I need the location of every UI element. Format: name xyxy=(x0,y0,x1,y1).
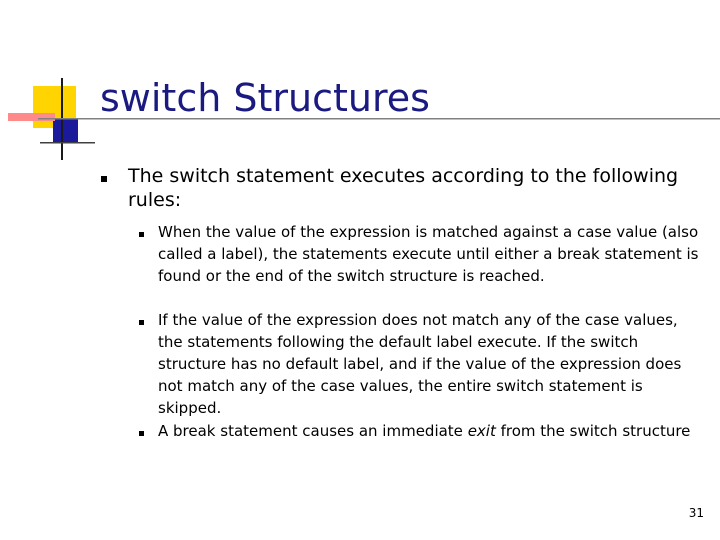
sub-bullet-marker xyxy=(139,431,144,436)
sub-bullet-marker xyxy=(139,232,144,237)
main-point: The switch statement executes according to the following rules: xyxy=(128,165,679,211)
rule-3-text-after: from the switch structure xyxy=(495,422,691,440)
rule-3 xyxy=(158,420,703,442)
rule-3-emphasis: exit xyxy=(467,422,496,440)
rule-2: If the value of the expression does not match any of the case values, the statements following the default label execute. If the switch structure has no default label, and if the value of the expression does not match any of the case values, the entire switch statement is skipped. xyxy=(158,311,682,417)
rule-1: When the value of the expression is matched against a case value (also called a label), the statements execute until either a break statement is found or the end of the switch structure is reached. xyxy=(158,223,699,285)
page-number: 31 xyxy=(688,506,704,520)
sub-bullet-marker xyxy=(139,320,144,325)
rule-3-text-before: A break statement causes an immediate xyxy=(158,422,468,440)
bullet-marker xyxy=(101,176,107,182)
slide-title: switch Structures xyxy=(100,76,430,120)
